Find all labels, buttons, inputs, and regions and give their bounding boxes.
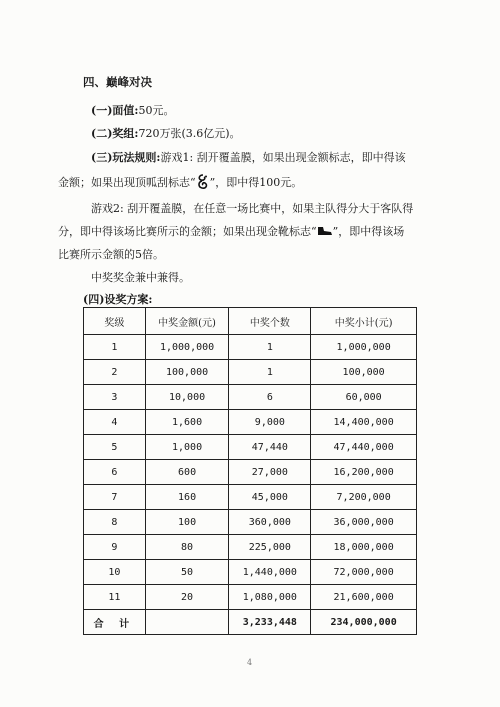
- game2-text-3: 比赛所示金额的5倍。: [58, 248, 164, 261]
- table-header-row: [84, 308, 417, 335]
- count-cell: 1: [229, 360, 311, 385]
- count-cell: 225,000: [229, 535, 311, 560]
- swirl-logo-icon: [196, 174, 210, 190]
- rules-note: [91, 271, 190, 285]
- game2-text-2b: ”，即中得该场: [332, 225, 405, 238]
- level-cell: 2: [84, 360, 146, 385]
- subtotal-cell: 14,400,000: [311, 410, 417, 435]
- table-row: [84, 560, 417, 585]
- table-row: [84, 460, 417, 485]
- bonus-note: 中奖奖金兼中兼得。: [91, 271, 190, 284]
- subtotal-cell: 72,000,000: [311, 560, 417, 585]
- amount-cell: 100,000: [145, 360, 229, 385]
- subtotal-cell: 7,200,000: [311, 485, 417, 510]
- count-cell: 45,000: [229, 485, 311, 510]
- subtotal-cell: 47,440,000: [311, 435, 417, 460]
- plan-label: (四)设奖方案:: [83, 293, 153, 306]
- subtotal-cell: 1,000,000: [311, 335, 417, 360]
- page-number: 4: [247, 658, 253, 667]
- count-cell: 1: [229, 335, 311, 360]
- header-count: 中奖个数: [229, 308, 311, 335]
- level-cell: 9: [84, 535, 146, 560]
- subtotal-cell: 21,600,000: [311, 585, 417, 610]
- golden-boot-icon: [317, 226, 333, 236]
- game1-text-2b: ”，即中得100元。: [209, 176, 303, 189]
- table-row: [84, 485, 417, 510]
- table-row: [84, 510, 417, 535]
- table-row: [84, 435, 417, 460]
- table-row: [84, 585, 417, 610]
- rules-line-4: [58, 225, 404, 239]
- header-amount: 中奖金额(元): [145, 308, 229, 335]
- subtotal-cell: 36,000,000: [311, 510, 417, 535]
- amount-cell: 10,000: [145, 385, 229, 410]
- amount-cell: 50: [145, 560, 229, 585]
- amount-cell: 1,600: [145, 410, 229, 435]
- total-row: [84, 610, 417, 635]
- total-label: 合 计: [84, 610, 146, 635]
- table-row: [84, 410, 417, 435]
- face-value-label: (一)面值:: [91, 104, 139, 117]
- table-row: [84, 360, 417, 385]
- total-amount-cell: [145, 610, 229, 635]
- prize-table: [83, 307, 417, 635]
- game2-text-2a: 分，即中得该场比赛所示的金额；如果出现金靴标志“: [58, 225, 317, 238]
- game1-text-2a: 金额；如果出现顶呱刮标志“: [58, 176, 196, 189]
- rules-line-5: [58, 248, 164, 262]
- count-cell: 1,080,000: [229, 585, 311, 610]
- level-cell: 1: [84, 335, 146, 360]
- amount-cell: 1,000: [145, 435, 229, 460]
- prize-group-line: [91, 127, 241, 141]
- amount-cell: 20: [145, 585, 229, 610]
- level-cell: 7: [84, 485, 146, 510]
- count-cell: 1,440,000: [229, 560, 311, 585]
- amount-cell: 600: [145, 460, 229, 485]
- amount-cell: 100: [145, 510, 229, 535]
- table-row: [84, 335, 417, 360]
- level-cell: 10: [84, 560, 146, 585]
- count-cell: 27,000: [229, 460, 311, 485]
- face-value-text: 50元。: [138, 104, 175, 117]
- level-cell: 11: [84, 585, 146, 610]
- game2-text-1: 游戏2: 刮开覆盖膜，在任意一场比赛中，如果主队得分大于客队得: [91, 202, 414, 215]
- level-cell: 8: [84, 510, 146, 535]
- rules-line-2: [58, 174, 302, 190]
- prize-group-text: 720万张(3.6亿元)。: [138, 127, 241, 140]
- level-cell: 4: [84, 410, 146, 435]
- count-cell: 360,000: [229, 510, 311, 535]
- total-count: 3,233,448: [229, 610, 311, 635]
- header-level: 奖级: [84, 308, 146, 335]
- subtotal-cell: 16,200,000: [311, 460, 417, 485]
- count-cell: 9,000: [229, 410, 311, 435]
- header-subtotal: 中奖小计(元): [311, 308, 417, 335]
- rules-label: (三)玩法规则:: [91, 151, 161, 164]
- table-row: [84, 385, 417, 410]
- count-cell: 6: [229, 385, 311, 410]
- level-cell: 6: [84, 460, 146, 485]
- table-row: [84, 535, 417, 560]
- prize-group-label: (二)奖组:: [91, 127, 139, 140]
- level-cell: 5: [84, 435, 146, 460]
- section-title: 四、巅峰对决: [83, 75, 152, 89]
- face-value-line: [91, 104, 174, 118]
- level-cell: 3: [84, 385, 146, 410]
- total-subtotal: 234,000,000: [311, 610, 417, 635]
- rules-line-3: [91, 202, 413, 216]
- subtotal-cell: 100,000: [311, 360, 417, 385]
- subtotal-cell: 60,000: [311, 385, 417, 410]
- subtotal-cell: 18,000,000: [311, 535, 417, 560]
- amount-cell: 160: [145, 485, 229, 510]
- amount-cell: 1,000,000: [145, 335, 229, 360]
- game1-text-1: 游戏1: 刮开覆盖膜，如果出现金额标志，即中得该: [160, 151, 406, 164]
- amount-cell: 80: [145, 535, 229, 560]
- rules-line-1: [91, 151, 406, 165]
- count-cell: 47,440: [229, 435, 311, 460]
